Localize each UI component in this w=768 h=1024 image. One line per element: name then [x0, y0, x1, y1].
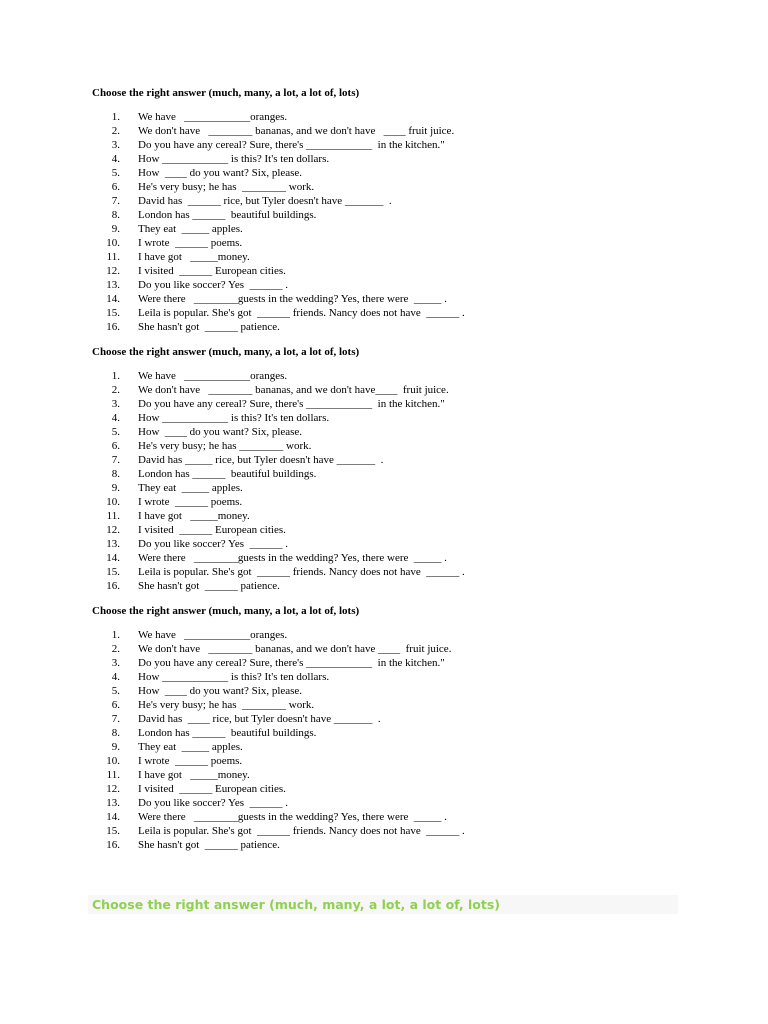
- question-number: 2.: [111, 125, 120, 137]
- question-text: Leila is popular. She's got ______ friends. Nancy does not have ______ .: [138, 307, 465, 319]
- question-number: 11.: [106, 251, 120, 263]
- question-text: Do you have any cereal? Sure, there's ____________ in the kitchen.": [138, 398, 445, 410]
- question-text: He's very busy; he has ________ work.: [138, 699, 315, 711]
- question-item: [92, 264, 692, 278]
- question-item: [92, 495, 692, 509]
- question-text: David has ______ rice, but Tyler doesn't have _______ .: [138, 195, 392, 207]
- question-item: [92, 628, 692, 642]
- question-number: 12.: [106, 783, 120, 795]
- question-number: 14.: [106, 293, 120, 305]
- exercise-section-3: [92, 605, 692, 852]
- question-text: They eat _____ apples.: [138, 482, 243, 494]
- question-item: [92, 537, 692, 551]
- question-text: Do you like soccer? Yes ______ .: [138, 797, 289, 809]
- question-text: How ____ do you want? Six, please.: [138, 685, 303, 697]
- question-text: I wrote ______ poems.: [138, 755, 243, 767]
- question-number: 1.: [111, 629, 120, 641]
- question-item: [92, 754, 692, 768]
- question-item: [92, 684, 692, 698]
- question-text: Do you have any cereal? Sure, there's ____________ in the kitchen.": [138, 139, 445, 151]
- question-text: We don't have ________ bananas, and we don't have____ fruit juice.: [138, 384, 449, 396]
- question-item: [92, 698, 692, 712]
- question-text: They eat _____ apples.: [138, 741, 243, 753]
- question-item: [92, 768, 692, 782]
- question-list: [92, 628, 692, 852]
- question-text: I have got _____money.: [138, 251, 250, 263]
- question-item: [92, 565, 692, 579]
- question-list: [92, 369, 692, 593]
- question-item: [92, 740, 692, 754]
- question-item: [92, 278, 692, 292]
- section-title: Choose the right answer (much, many, a lot, a lot of, lots): [92, 346, 360, 358]
- question-text: We have ____________oranges.: [138, 370, 288, 382]
- question-text: How ____________ is this? It's ten dollars.: [138, 412, 330, 424]
- question-text: Leila is popular. She's got ______ friends. Nancy does not have ______ .: [138, 825, 465, 837]
- question-number: 2.: [111, 643, 120, 655]
- question-item: [92, 411, 692, 425]
- question-number: 4.: [111, 153, 120, 165]
- question-number: 10.: [106, 237, 120, 249]
- question-text: She hasn't got ______ patience.: [138, 321, 280, 333]
- question-number: 15.: [106, 566, 120, 578]
- question-text: How ____________ is this? It's ten dollars.: [138, 153, 330, 165]
- question-text: Do you like soccer? Yes ______ .: [138, 279, 289, 291]
- question-number: 4.: [111, 671, 120, 683]
- question-number: 8.: [111, 727, 120, 739]
- question-item: [92, 425, 692, 439]
- question-number: 12.: [106, 265, 120, 277]
- question-number: 1.: [111, 370, 120, 382]
- question-text: Were there ________guests in the wedding? Yes, there were _____ .: [138, 811, 447, 823]
- question-text: We don't have ________ bananas, and we don't have ____ fruit juice.: [138, 643, 452, 655]
- question-number: 16.: [106, 839, 120, 851]
- question-text: We don't have ________ bananas, and we don't have ____ fruit juice.: [138, 125, 455, 137]
- question-text: David has _____ rice, but Tyler doesn't have _______ .: [138, 454, 384, 466]
- question-text: London has ______ beautiful buildings.: [138, 727, 317, 739]
- question-number: 14.: [106, 552, 120, 564]
- question-item: [92, 110, 692, 124]
- question-number: 12.: [106, 524, 120, 536]
- question-number: 6.: [111, 181, 120, 193]
- question-number: 14.: [106, 811, 120, 823]
- question-number: 15.: [106, 825, 120, 837]
- question-number: 15.: [106, 307, 120, 319]
- question-number: 5.: [111, 167, 120, 179]
- question-item: [92, 397, 692, 411]
- question-number: 3.: [111, 398, 120, 410]
- question-item: [92, 796, 692, 810]
- question-item: [92, 194, 692, 208]
- question-number: 9.: [111, 741, 120, 753]
- question-number: 4.: [111, 412, 120, 424]
- question-item: [92, 152, 692, 166]
- question-item: [92, 467, 692, 481]
- question-number: 2.: [111, 384, 120, 396]
- question-number: 13.: [106, 279, 120, 291]
- question-item: [92, 306, 692, 320]
- question-item: [92, 481, 692, 495]
- question-text: Do you have any cereal? Sure, there's ____________ in the kitchen.": [138, 657, 445, 669]
- question-item: [92, 292, 692, 306]
- question-text: Were there ________guests in the wedding? Yes, there were _____ .: [138, 293, 447, 305]
- question-item: [92, 642, 692, 656]
- section-title: Choose the right answer (much, many, a lot, a lot of, lots): [92, 605, 360, 617]
- question-number: 3.: [111, 139, 120, 151]
- question-item: [92, 523, 692, 537]
- question-item: [92, 166, 692, 180]
- question-item: [92, 180, 692, 194]
- question-number: 6.: [111, 440, 120, 452]
- question-item: [92, 320, 692, 334]
- exercise-section-2: [92, 346, 692, 593]
- question-item: [92, 138, 692, 152]
- question-text: We have ____________oranges.: [138, 629, 288, 641]
- question-number: 3.: [111, 657, 120, 669]
- question-text: David has ____ rice, but Tyler doesn't have _______ .: [138, 713, 381, 725]
- question-number: 5.: [111, 685, 120, 697]
- question-item: [92, 551, 692, 565]
- question-number: 11.: [106, 510, 120, 522]
- question-item: [92, 824, 692, 838]
- question-number: 10.: [106, 496, 120, 508]
- question-item: [92, 222, 692, 236]
- question-number: 8.: [111, 468, 120, 480]
- question-text: How ____________ is this? It's ten dollars.: [138, 671, 330, 683]
- question-text: He's very busy; he has ________ work.: [138, 181, 315, 193]
- question-text: Leila is popular. She's got ______ friends. Nancy does not have ______ .: [138, 566, 465, 578]
- question-number: 11.: [106, 769, 120, 781]
- question-item: [92, 124, 692, 138]
- question-item: [92, 208, 692, 222]
- question-text: London has ______ beautiful buildings.: [138, 468, 317, 480]
- question-text: I visited ______ European cities.: [138, 524, 286, 536]
- question-text: We have ____________oranges.: [138, 111, 288, 123]
- question-item: [92, 726, 692, 740]
- question-item: [92, 579, 692, 593]
- question-text: Were there ________guests in the wedding? Yes, there were _____ .: [138, 552, 447, 564]
- question-item: [92, 383, 692, 397]
- question-number: 9.: [111, 482, 120, 494]
- question-item: [92, 782, 692, 796]
- question-item: [92, 439, 692, 453]
- question-item: [92, 810, 692, 824]
- section-title: Choose the right answer (much, many, a lot, a lot of, lots): [92, 87, 360, 99]
- question-number: 7.: [111, 454, 120, 466]
- question-item: [92, 838, 692, 852]
- question-number: 7.: [111, 195, 120, 207]
- question-number: 16.: [106, 580, 120, 592]
- question-text: I have got _____money.: [138, 769, 250, 781]
- footer-heading: Choose the right answer (much, many, a lot, a lot of, lots): [92, 897, 501, 912]
- question-number: 13.: [106, 797, 120, 809]
- question-item: [92, 712, 692, 726]
- question-number: 5.: [111, 426, 120, 438]
- question-text: She hasn't got ______ patience.: [138, 580, 280, 592]
- question-number: 10.: [106, 755, 120, 767]
- question-item: [92, 236, 692, 250]
- question-text: She hasn't got ______ patience.: [138, 839, 280, 851]
- question-item: [92, 670, 692, 684]
- question-text: I have got _____money.: [138, 510, 250, 522]
- question-number: 16.: [106, 321, 120, 333]
- question-item: [92, 509, 692, 523]
- question-item: [92, 369, 692, 383]
- question-text: I wrote ______ poems.: [138, 237, 243, 249]
- question-number: 13.: [106, 538, 120, 550]
- question-text: How ____ do you want? Six, please.: [138, 426, 303, 438]
- question-text: I visited ______ European cities.: [138, 265, 286, 277]
- question-item: [92, 656, 692, 670]
- question-number: 8.: [111, 209, 120, 221]
- question-number: 9.: [111, 223, 120, 235]
- question-text: London has ______ beautiful buildings.: [138, 209, 317, 221]
- question-text: Do you like soccer? Yes ______ .: [138, 538, 289, 550]
- question-number: 7.: [111, 713, 120, 725]
- question-number: 6.: [111, 699, 120, 711]
- question-text: They eat _____ apples.: [138, 223, 243, 235]
- question-text: He's very busy; he has ________ work.: [138, 440, 312, 452]
- question-item: [92, 453, 692, 467]
- question-list: [92, 110, 692, 334]
- exercise-section-1: [92, 87, 692, 334]
- question-text: How ____ do you want? Six, please.: [138, 167, 303, 179]
- question-number: 1.: [111, 111, 120, 123]
- question-item: [92, 250, 692, 264]
- question-text: I visited ______ European cities.: [138, 783, 286, 795]
- question-text: I wrote ______ poems.: [138, 496, 243, 508]
